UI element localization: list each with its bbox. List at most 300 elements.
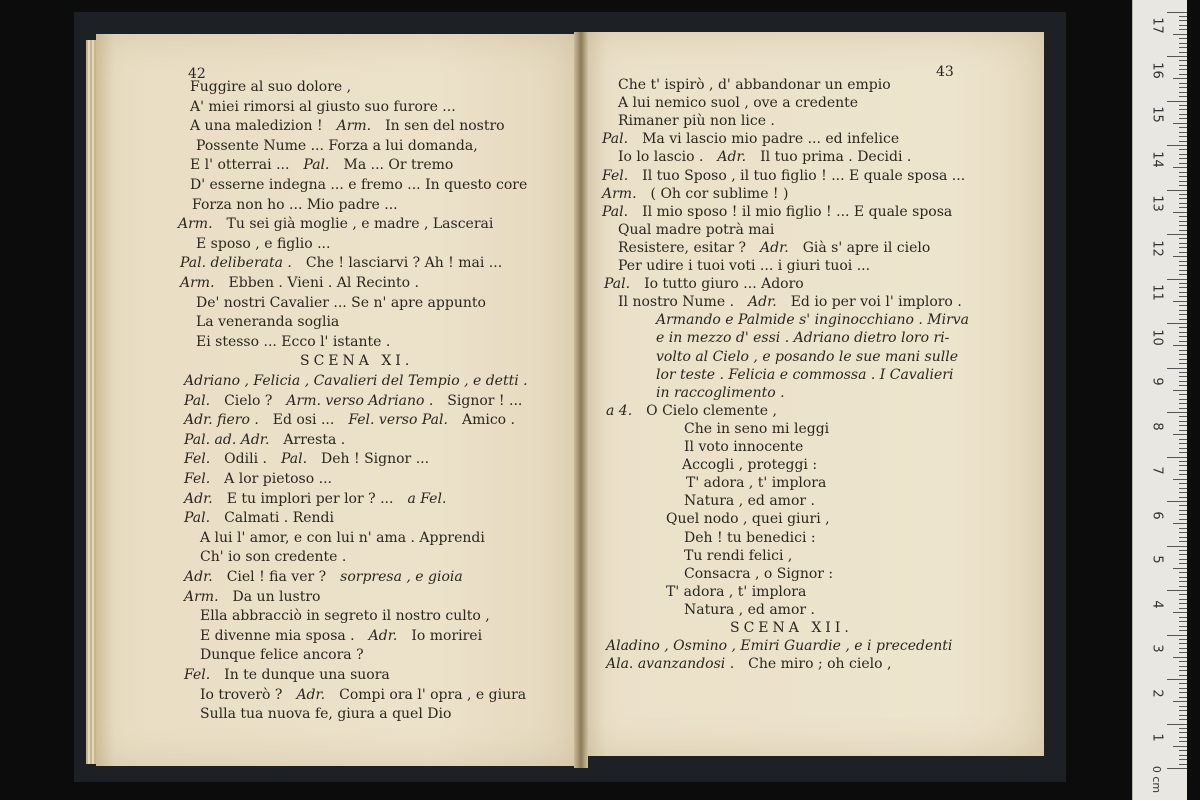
ruler-tick [1179,675,1187,676]
ruler-tick [1179,265,1187,266]
ruler-tick [1179,372,1187,373]
text-line [656,384,785,402]
ruler-tick [1179,617,1187,618]
ruler-tick [1179,497,1187,498]
verse-text: Cielo ? [224,392,273,409]
ruler-tick [1179,287,1187,288]
text-line [656,329,949,347]
text-line [618,94,858,112]
text-line [200,646,364,664]
text-line [684,529,816,547]
stage-direction: Pal. ad. Adr. [184,431,270,448]
ruler-tick [1179,43,1187,44]
stage-direction: Pal. [303,157,330,174]
ruler-tick [1179,483,1187,484]
ruler-number: 5 [1149,555,1165,564]
ruler-tick [1179,510,1187,511]
ruler-tick [1179,728,1187,729]
ruler-tick [1179,29,1187,30]
ruler-tick [1179,332,1187,333]
ruler-tick [1179,385,1187,386]
verse-text: Ma ... Or tremo [343,157,454,174]
text-line [200,627,482,645]
verse-text: Io tutto giuro ... Adoro [644,276,804,293]
verse-text: Consacra , o Signor : [684,565,834,582]
ruler-tick [1179,764,1187,765]
verse-text: Deh ! tu benedici : [684,529,816,546]
ruler-tick [1179,430,1187,431]
text-line [602,130,899,148]
ruler-tick [1173,612,1187,613]
ruler-tick [1179,38,1187,39]
stage-direction: volto al Cielo , e posando le sue mani sulle [656,348,958,365]
verse-text: Dunque felice ancora ? [200,647,364,664]
stage-direction: Arm. [184,588,219,605]
verse-text: Per udire i tuoi voti ... i giuri tuoi ... [618,258,871,274]
ruler-tick [1179,350,1187,351]
ruler-number: 7 [1149,466,1165,475]
verse-text: ( Oh cor sublime ! ) [650,185,789,202]
ruler-tick [1179,737,1187,738]
ruler-tick [1179,639,1187,640]
ruler-tick [1179,185,1187,186]
text-line [184,568,463,586]
verse-text: Che ! lasciarvi ? Ah ! mai ... [305,255,503,272]
text-line [602,167,965,185]
verse-text: Che miro ; oh cielo , [748,656,892,673]
stage-direction: lor teste . Felicia e commossa . I Cavalieri [656,366,954,383]
verse-text: Forza non ho ... Mio padre ... [192,196,398,213]
stage-direction: Aladino , Osmino , Emiri Guardie , e i precedenti [606,638,953,655]
verse-text: Natura , ed amor . [684,493,815,510]
ruler-tick [1179,688,1187,689]
stage-direction: Adr. [184,490,213,507]
text-line [686,474,826,492]
ruler-number: 9 [1149,377,1165,386]
measurement-ruler [1132,0,1187,800]
stage-direction: Adr. [717,149,747,166]
verse-text: Resistere, esitar ? [618,239,747,256]
stage-direction: sorpresa , e gioia [340,569,463,585]
verse-text: Quel nodo , quei giuri , [666,511,830,528]
ruler-number: 13 [1149,195,1165,212]
stage-direction: Fel. [184,471,211,487]
ruler-tick [1167,590,1187,591]
ruler-tick [1173,345,1187,346]
ruler-tick [1179,163,1187,164]
stage-direction: Ala. avanzandosi . [606,656,735,673]
stage-direction: Pal. deliberata . [180,255,292,272]
verse-text: Signor ! ... [447,392,523,409]
ruler-tick [1167,368,1187,369]
ruler-tick [1179,648,1187,649]
ruler-tick [1179,96,1187,97]
text-line [196,137,478,155]
ruler-tick [1167,323,1187,324]
ruler-tick [1179,394,1187,395]
verse-text: A' miei rimorsi al giusto suo furore ... [190,98,456,115]
verse-text: Che t' ispirò , d' abbandonar un empio [618,77,891,93]
ruler-tick [1179,181,1187,182]
ruler-tick [1179,225,1187,226]
verse-text: Fuggire al suo dolore , [190,79,352,95]
ruler-tick [1167,679,1187,680]
ruler-tick [1179,563,1187,564]
ruler-number: 6 [1149,510,1165,520]
stage-direction: Fel. [184,667,211,683]
ruler-tick [1179,706,1187,707]
text-line [606,402,777,420]
ruler-tick [1167,457,1187,458]
text-line [180,254,502,272]
ruler-tick [1179,310,1187,311]
ruler-tick [1179,243,1187,244]
verse-text: Io lo lascio . [618,149,704,166]
ruler-unit-label: 0 cm [1150,765,1164,794]
ruler-tick [1179,683,1187,684]
stage-direction: Pal. [604,276,631,293]
verse-text: Amico . [461,412,515,429]
ruler-number: 8 [1149,421,1165,431]
ruler-tick [1179,132,1187,133]
text-line [602,185,788,203]
ruler-tick [1179,16,1187,17]
ruler-tick [1179,52,1187,53]
ruler-tick [1179,354,1187,355]
verse-text: Natura , ed amor . [684,601,815,618]
ruler-tick [1173,301,1187,302]
ruler-tick [1173,657,1187,658]
ruler-tick [1167,145,1187,146]
ruler-tick [1179,20,1187,21]
ruler-tick [1173,212,1187,213]
stage-direction: Fel. [602,167,629,184]
stage-direction: Adr. [368,627,398,644]
ruler-tick [1167,412,1187,413]
verse-text: A lor pietoso ... [224,471,332,487]
ruler-tick [1179,60,1187,61]
verse-text: E sposo , e figlio ... [196,235,331,252]
ruler-tick [1179,750,1187,751]
ruler-tick [1179,127,1187,128]
text-line [200,548,346,566]
text-line [200,529,485,547]
text-line [190,78,351,96]
text-line [184,666,390,684]
ruler-tick [1179,732,1187,733]
ruler-tick [1179,274,1187,275]
ruler-tick [1173,523,1187,524]
ruler-number: 16 [1149,61,1165,79]
ruler-tick [1179,505,1187,506]
ruler-tick [1179,630,1187,631]
ruler-tick [1179,230,1187,231]
ruler-tick [1179,261,1187,262]
text-line [656,311,969,329]
ruler-tick [1173,746,1187,747]
verse-text: E tu implori per lor ? ... [226,490,394,507]
ruler-tick [1179,488,1187,489]
text-line [656,366,953,384]
verse-text: Ed io per voi l' imploro . [790,294,962,311]
ruler-tick [1179,586,1187,587]
verse-text: Possente Nume ... Forza a lui domanda, [196,137,478,154]
ruler-tick [1179,581,1187,582]
ruler-tick [1179,270,1187,271]
verse-text: Calmati . Rendi [224,510,334,527]
stage-direction: Arm. verso Adriano . [286,392,434,409]
ruler-tick [1179,203,1187,204]
ruler-tick [1179,670,1187,671]
ruler-tick [1179,176,1187,177]
text-line [684,492,815,510]
ruler-tick [1179,305,1187,306]
stage-direction: Adr. fiero . [184,412,259,429]
text-line [192,196,398,214]
ruler-tick [1167,546,1187,547]
ruler-tick [1167,635,1187,636]
ruler-tick [1179,448,1187,449]
stage-direction: a 4. [606,402,633,419]
verse-text: D' esserne indegna ... e fremo ... In questo core [190,177,528,193]
verse-text: Il voto innocente [684,439,804,455]
ruler-tick [1167,279,1187,280]
verse-text: In te dunque una suora [224,667,390,683]
ruler-tick [1179,336,1187,337]
ruler-tick [1179,359,1187,360]
verse-text: Odili . [224,451,267,468]
right-page-number: 43 [936,64,954,80]
ruler-tick [1179,363,1187,364]
ruler-tick [1179,519,1187,520]
ruler-tick [1179,603,1187,604]
verse-text: Ciel ! fia ver ? [226,569,327,585]
text-line [604,275,804,293]
ruler-tick [1179,666,1187,667]
ruler-tick [1179,74,1187,75]
verse-text: Arresta . [283,431,346,448]
ruler-tick [1179,114,1187,115]
ruler-number: 10 [1149,328,1165,346]
verse-text: Ch' io son credente . [200,549,347,566]
ruler-number: 17 [1149,17,1165,34]
text-line [184,372,528,390]
text-line [656,348,958,366]
scene-heading [300,352,413,370]
ruler-tick [1179,408,1187,409]
text-line [200,607,490,625]
text-line [606,637,952,655]
ruler-tick [1179,292,1187,293]
ruler-tick [1179,399,1187,400]
ruler-tick [1179,514,1187,515]
ruler-tick [1179,172,1187,173]
ruler-tick [1179,492,1187,493]
verse-text: Io morirei [411,627,483,644]
verse-text: Rimaner più non lice . [618,113,775,130]
ruler-tick [1179,652,1187,653]
text-line [190,98,456,116]
ruler-tick [1179,141,1187,142]
stage-direction: Fel. [184,451,211,468]
verse-text: SCENA XI. [300,353,414,370]
stage-direction: Pal. [602,203,629,220]
ruler-tick [1179,741,1187,742]
ruler-tick [1179,608,1187,609]
text-line [196,235,330,253]
stage-direction: in raccoglimento . [656,384,785,401]
ruler-tick [1179,643,1187,644]
ruler-tick [1179,158,1187,159]
verse-text: Tu sei già moglie , e madre , Lascerai [226,216,494,233]
stage-direction: Adr. [760,239,789,256]
stage-direction: Pal. [602,131,629,148]
verse-text: Ebben . Vieni . Al Recinto . [228,275,419,291]
ruler-tick [1179,443,1187,444]
left-page-number: 42 [188,66,206,82]
ruler-tick [1179,109,1187,110]
stage-direction: Pal. [280,451,308,468]
text-line [618,257,870,275]
verse-text: Il tuo Sposo , il tuo figlio ! ... E quale sposa ... [642,167,966,184]
ruler-tick [1179,247,1187,248]
text-line [184,470,332,488]
scene-heading [730,619,853,637]
stage-direction: Fel. verso Pal. [348,412,448,429]
ruler-tick [1179,572,1187,573]
text-line [618,293,962,311]
ruler-tick [1173,434,1187,435]
ruler-tick [1179,626,1187,627]
ruler-tick [1167,190,1187,191]
ruler-tick [1179,283,1187,284]
ruler-number: 12 [1149,239,1165,257]
text-line [618,148,911,166]
ruler-tick [1179,715,1187,716]
verse-text: Ella abbracciò in segreto il nostro culto , [200,608,490,625]
text-line [184,509,334,527]
verse-text: A lui nemico suol , ove a credente [618,95,859,112]
ruler-tick [1179,755,1187,756]
text-line [684,438,803,456]
stage-direction: Arm. [178,216,213,233]
verse-text: Io troverò ? [200,686,283,703]
text-line [196,313,339,331]
verse-text: Compi ora l' opra , e giura [339,686,527,703]
text-line [178,215,493,233]
ruler-tick [1167,768,1187,769]
verse-text: Il mio sposo ! il mio figlio ! ... E quale sposa [642,203,953,220]
ruler-tick [1173,78,1187,79]
ruler-tick [1179,403,1187,404]
verse-text: Deh ! Signor ... [321,451,430,468]
ruler-tick [1179,87,1187,88]
ruler-tick [1179,577,1187,578]
ruler-tick [1173,34,1187,35]
ruler-tick [1179,710,1187,711]
ruler-tick [1179,692,1187,693]
stage-direction: e in mezzo d' essi . Adriano dietro loro ri- [656,330,950,347]
ruler-tick [1179,537,1187,538]
text-line [618,221,774,239]
text-line [190,156,453,174]
ruler-tick [1173,256,1187,257]
ruler-tick [1179,69,1187,70]
ruler-tick [1179,470,1187,471]
verse-text: Ma vi lascio mio padre ... ed infelice [642,131,900,148]
ruler-tick [1179,207,1187,208]
ruler-tick [1173,479,1187,480]
ruler-tick [1179,550,1187,551]
ruler-tick [1179,65,1187,66]
ruler-tick [1179,198,1187,199]
text-line [682,456,817,474]
ruler-tick [1179,25,1187,26]
text-line [184,431,345,449]
ruler-tick [1179,541,1187,542]
verse-text: T' adora , t' implora [666,583,807,600]
stage-direction: Adr. [296,686,326,703]
ruler-tick [1179,154,1187,155]
ruler-tick [1167,12,1187,13]
text-line [618,76,891,94]
verse-text: A lui l' amor, e con lui n' ama . Apprendi [200,529,485,546]
verse-text: Qual madre potrà mai [618,221,775,238]
text-line [666,583,806,601]
verse-text: T' adora , t' implora [686,475,827,492]
text-line [684,601,815,619]
book-gutter [574,32,588,768]
ruler-tick [1179,599,1187,600]
ruler-tick [1179,461,1187,462]
ruler-number: 11 [1149,284,1165,301]
text-line [184,392,522,410]
ruler-tick [1167,501,1187,502]
ruler-tick [1179,238,1187,239]
stage-direction: Adr. [748,294,777,311]
text-line [200,705,451,723]
ruler-tick [1179,376,1187,377]
text-line [684,547,792,565]
ruler-number: 15 [1149,106,1165,123]
ruler-tick [1179,719,1187,720]
ruler-tick [1179,194,1187,195]
ruler-number: 3 [1149,644,1165,653]
ruler-tick [1179,327,1187,328]
text-line [184,490,446,508]
ruler-tick [1179,528,1187,529]
ruler-tick [1179,221,1187,222]
ruler-tick [1179,149,1187,150]
text-line [606,655,891,673]
stage-direction: a Fel. [407,490,447,507]
verse-text: Accogli , proteggi : [682,457,818,474]
ruler-tick [1179,296,1187,297]
ruler-tick [1179,465,1187,466]
stage-direction: Arm. [336,118,372,135]
text-line [190,117,505,135]
verse-text: Da un lustro [232,588,321,605]
ruler-tick [1167,234,1187,235]
stage-direction: Adr. [184,569,213,585]
verse-text: E l' otterrai ... [190,157,290,174]
ruler-tick [1179,105,1187,106]
ruler-tick [1179,439,1187,440]
ruler-tick [1179,381,1187,382]
ruler-tick [1179,47,1187,48]
verse-text: Il nostro Nume . [618,294,735,311]
ruler-number: 4 [1149,599,1165,609]
